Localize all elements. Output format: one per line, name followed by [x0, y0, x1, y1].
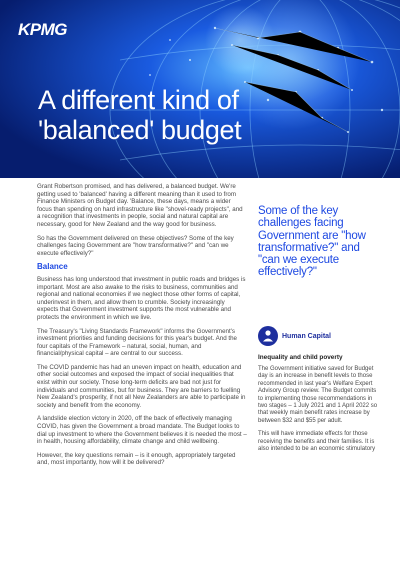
body-paragraph: However, the key questions remain – is it enough, appropriately targeted and, most importantly, how will it be delivered? — [37, 451, 236, 467]
pull-quote: Some of the key challenges facing Government are "how transformative?" and "can we execute effectively?" — [258, 205, 366, 279]
human-capital-label: Human Capital — [282, 332, 332, 340]
sidebar — [258, 326, 378, 459]
title-line-2: 'balanced' budget — [38, 115, 242, 145]
human-capital-icon — [258, 326, 278, 346]
sidebar-paragraph: The Government initiative saved for Budget day is an increase in benefit levels to those recommended in last year's Welfare Expert Advisory Group review. The Budget commits to implementing those recommendations in two stages – 1 July 2021 and 1 April 2022 so that weekly main benefit rates increase by between $32 and $55 per adult. — [258, 366, 378, 424]
hero-banner — [0, 0, 400, 178]
section-heading-balance: Balance — [37, 262, 68, 272]
body-paragraph: The COVID pandemic has had an uneven impact on health, education and other social outcomes and exposed the impact of social inequalities that exist within our society. Those long-term deficits are bad not just for individuals and communities, but for business. They are barriers to fuelling New Zealand's prosperity, if not all New Zealanders are able to participate in society and benefit from the economy. — [37, 363, 246, 409]
body-paragraph: The Treasury's "Living Standards Framework" informs the Government's investment priorities and funding decisions for this year's budget. And the four capitals of the Framework – natural, social, human, and financial/physical capital – are central to our success. — [37, 327, 237, 358]
kpmg-logo: KPMG — [18, 20, 67, 39]
sidebar-paragraph: This will have immediate effects for those receiving the benefits and their families. It is also intended to be an economic stimulatory — [258, 431, 376, 453]
body-paragraph: A landslide election victory in 2020, off the back of effectively managing COVID, has given the Government a broad mandate. The Budget looks to dial up investment to where the Government believes it is needed the most – in health, housing affordability, climate change and child wellbeing. — [37, 415, 247, 446]
sidebar-text — [258, 366, 378, 453]
question-paragraph: So has the Government delivered on these objectives? Some of the key challenges facing Government are "how transformative?" and "can we execute effectively?" — [37, 234, 234, 257]
sidebar-heading: Inequality and child poverty — [258, 354, 343, 361]
title-line-1: A different kind of — [38, 85, 239, 115]
main-column — [37, 183, 247, 473]
human-capital-header — [258, 326, 378, 346]
page-title — [38, 85, 241, 145]
body-paragraph: Business has long understood that investment in public roads and bridges is important. Most are also awake to the risks to business, communities and regional and national economies if we neglect those other forms of capital, underinvest in them, and allow them to crumble. Society increasingly expects that Government investment supports the most vulnerable and protects the environment in which we live. — [37, 275, 246, 321]
intro-paragraph: Grant Robertson promised, and has delivered, a balanced budget. We're getting used to 'balanced' having a different meaning than it used to from Finance Ministers on Budget day. 'Balance, these days, means a wider focus than spending on hard infrastructure like "shovel-ready projects", and a recognition that investments in people, social and natural capital are necessary, good for New Zealand and the way good for business. — [37, 183, 243, 228]
